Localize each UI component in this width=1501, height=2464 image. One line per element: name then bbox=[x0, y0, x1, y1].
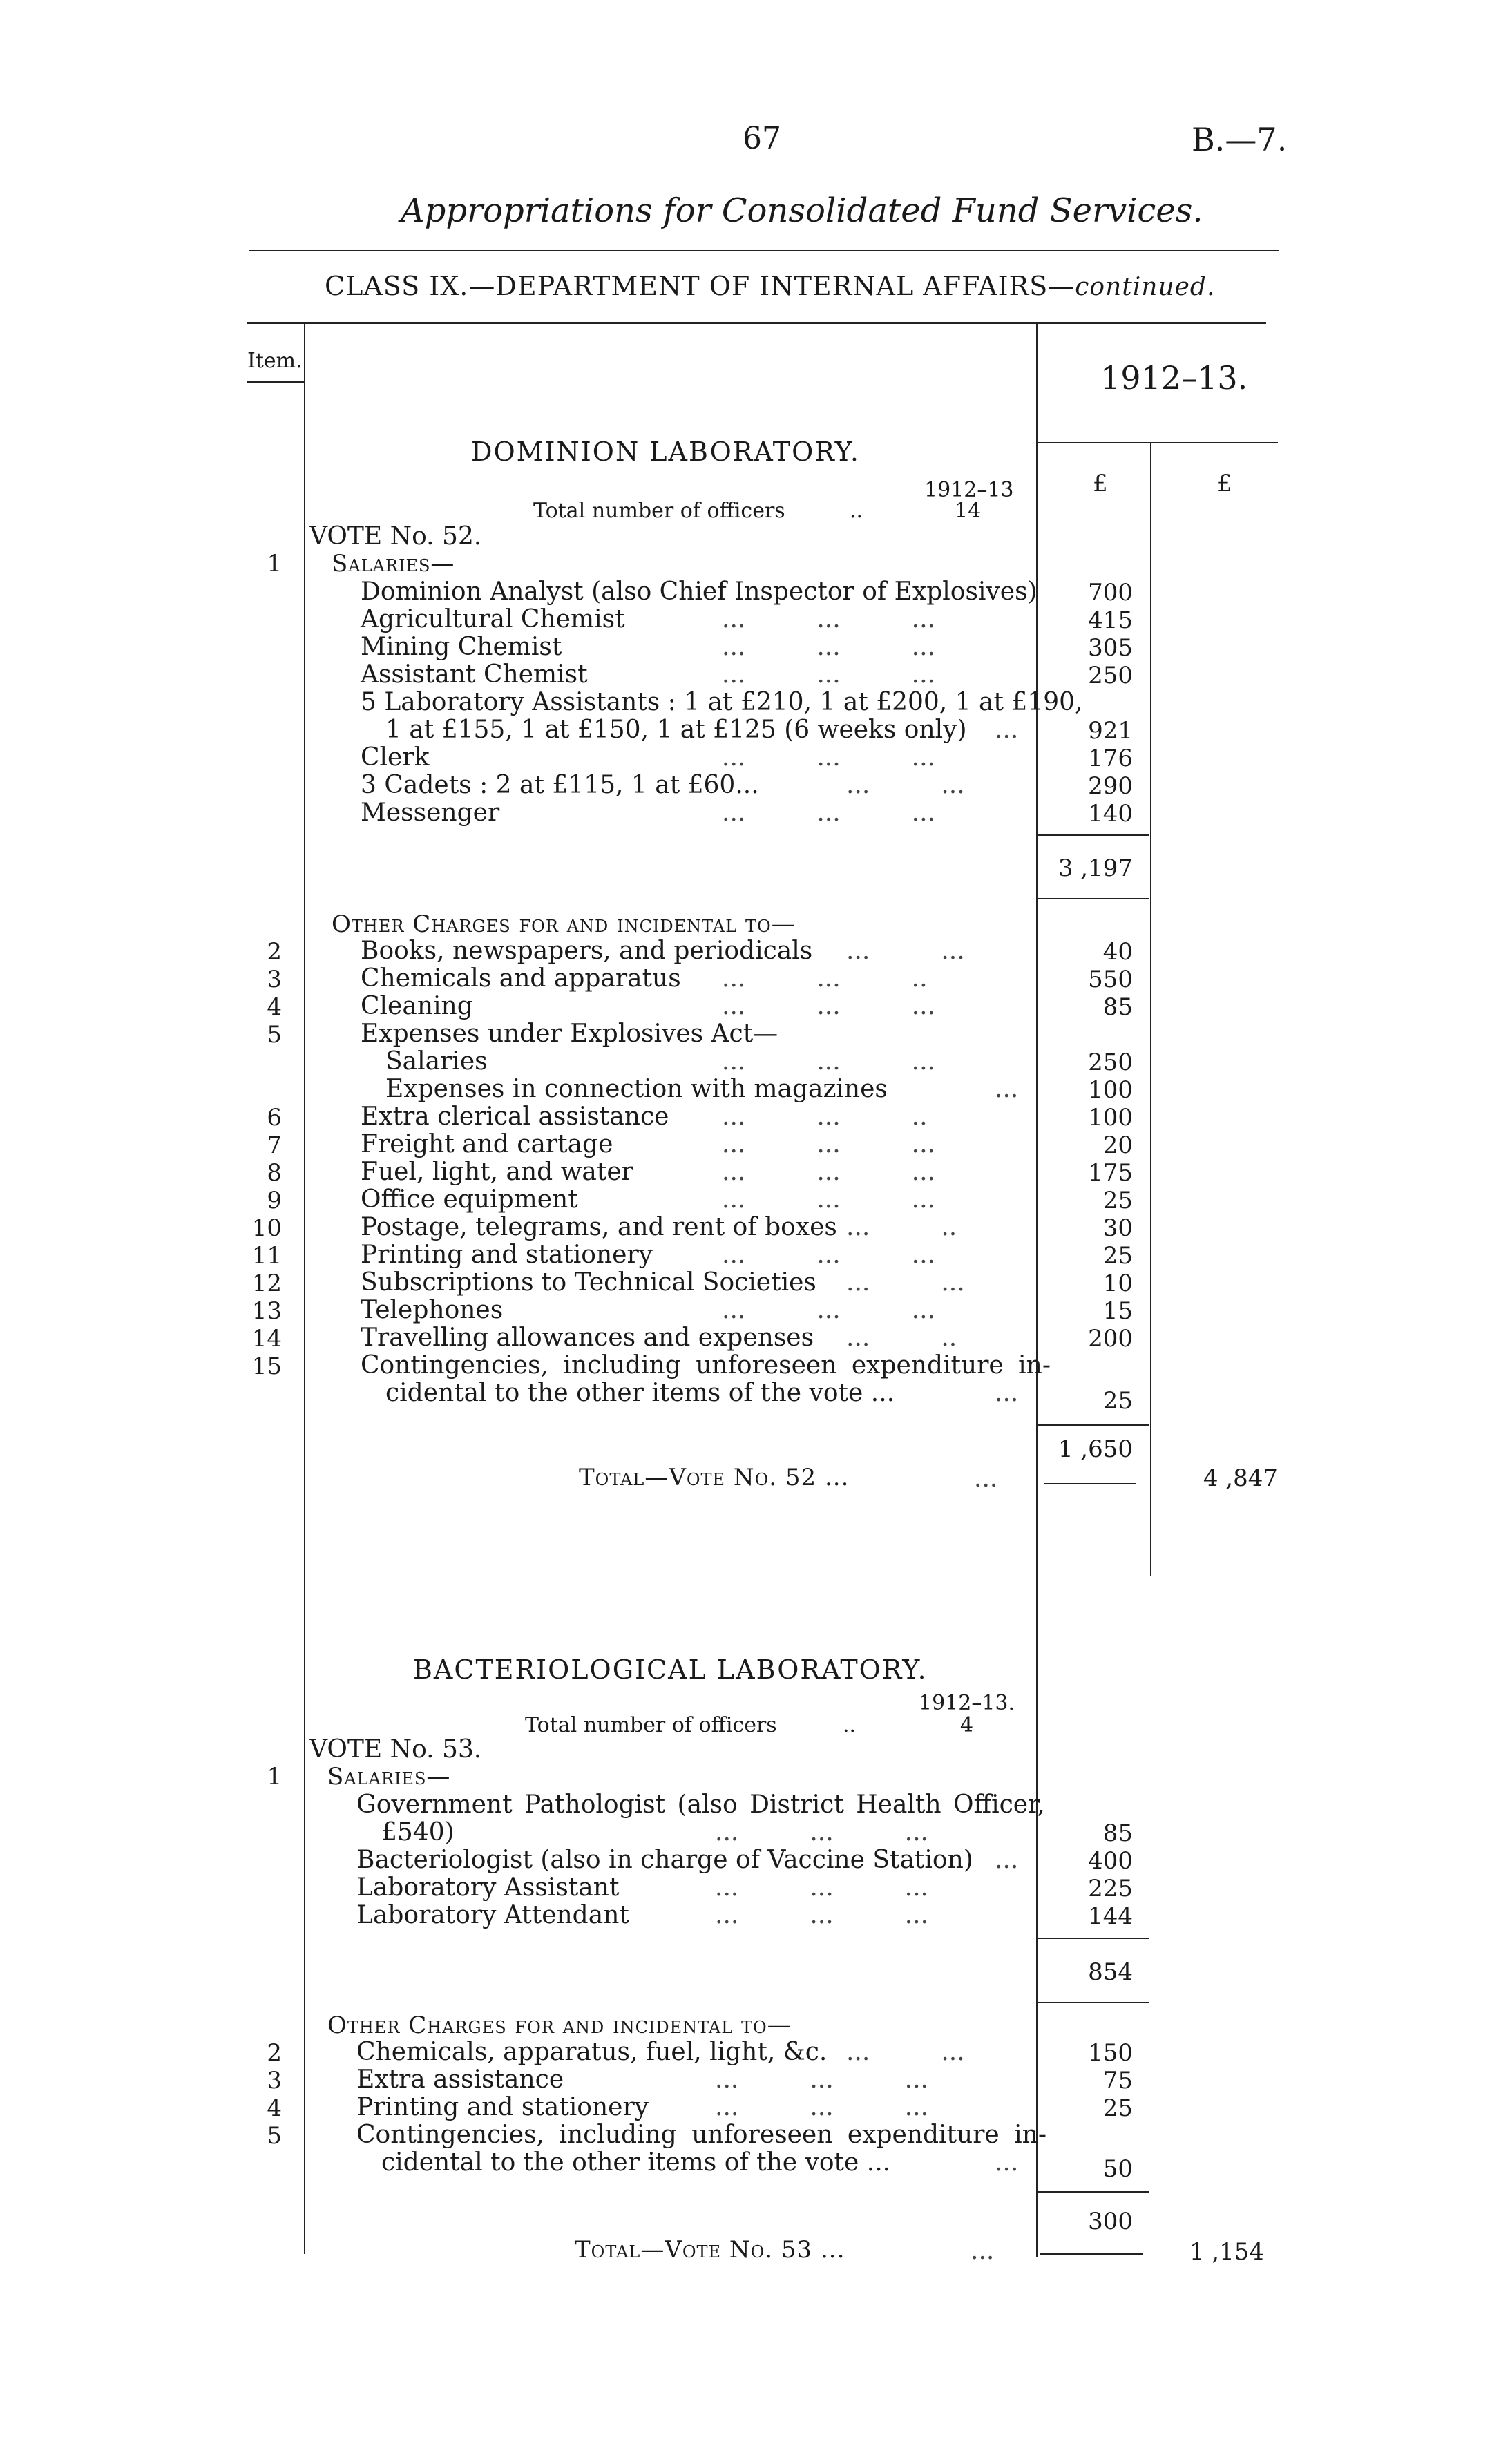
item-number: 11 bbox=[251, 1242, 282, 1270]
bacteriological-officers-dots: .. bbox=[843, 1713, 857, 1737]
amount: 15 bbox=[1102, 1297, 1133, 1325]
leader-dots: ... ... ... bbox=[722, 992, 935, 1020]
list-item: Expenses under Explosives Act— bbox=[361, 1020, 778, 1048]
amount: 921 bbox=[1088, 717, 1133, 745]
leader-dots: ... ... bbox=[846, 2038, 965, 2066]
list-item: Travelling allowances and expenses bbox=[361, 1324, 814, 1352]
dominion-officers-label: Total number of officers bbox=[533, 499, 785, 523]
leader-dots: ... ... ... bbox=[722, 605, 935, 633]
dominion-officers-count: 14 bbox=[955, 499, 982, 523]
amount: 100 bbox=[1088, 1076, 1133, 1104]
list-item: Messenger bbox=[361, 799, 500, 827]
list-item: Contingencies, including unforeseen expenditure in- bbox=[361, 1351, 1051, 1379]
amount: 400 bbox=[1088, 1847, 1133, 1875]
amount: 250 bbox=[1088, 1049, 1133, 1076]
item-number: 3 bbox=[267, 2067, 282, 2094]
list-item: Laboratory Assistant bbox=[356, 1873, 620, 1902]
list-item: 1 at £155, 1 at £150, 1 at £125 (6 weeks only) bbox=[385, 716, 967, 744]
amount: 140 bbox=[1088, 800, 1133, 828]
item-column-header: Item. bbox=[247, 349, 303, 373]
dominion-other-heading: Other Charges for and incidental to— bbox=[332, 910, 796, 938]
bacteriological-vote-number: VOTE No. 53. bbox=[309, 1735, 482, 1764]
leader-dots: ... ... .. bbox=[722, 964, 928, 993]
dominion-salaries-heading: Salaries— bbox=[332, 550, 455, 577]
list-item: Printing and stationery bbox=[356, 2093, 649, 2121]
pound-column-divider bbox=[1150, 443, 1151, 1576]
list-item: Contingencies, including unforeseen expenditure in- bbox=[356, 2121, 1047, 2149]
dominion-vote-total-label bbox=[579, 1463, 849, 1491]
list-item: Salaries bbox=[385, 1047, 488, 1076]
item-number: 4 bbox=[267, 993, 282, 1021]
leader-dots: ... ... ... bbox=[722, 799, 935, 827]
item-number: 5 bbox=[267, 1021, 282, 1049]
table-top-rule bbox=[247, 322, 1266, 324]
list-item: 3 Cadets : 2 at £115, 1 at £60... bbox=[361, 771, 759, 799]
bacteriological-salaries-item: 1 bbox=[267, 1763, 282, 1790]
pound-symbol-right: £ bbox=[1217, 470, 1232, 497]
bacteriological-officers-year: 1912–13. bbox=[919, 1691, 1015, 1715]
list-item: Postage, telegrams, and rent of boxes bbox=[361, 1213, 837, 1241]
leader-dots: ... ... ... bbox=[715, 2093, 928, 2121]
bacteriological-salaries-total-rule bbox=[1038, 2002, 1149, 2003]
leader-dots: ... ... ... bbox=[722, 1185, 935, 1214]
dominion-total-rule bbox=[1044, 1483, 1136, 1484]
item-number: 12 bbox=[251, 1270, 282, 1297]
list-item: Dominion Analyst (also Chief Inspector of Explosives) bbox=[361, 577, 1038, 606]
item-number: 4 bbox=[267, 2094, 282, 2122]
class-continued: continued. bbox=[1075, 273, 1216, 301]
amount: 50 bbox=[1102, 2155, 1133, 2183]
amount: 700 bbox=[1088, 579, 1133, 607]
page-number: 67 bbox=[743, 121, 781, 156]
amount: 20 bbox=[1102, 1131, 1133, 1159]
list-item: Printing and stationery bbox=[361, 1241, 653, 1269]
bacteriological-other-heading: Other Charges for and incidental to— bbox=[327, 2012, 792, 2039]
leader-dots: ... bbox=[971, 2237, 995, 2265]
item-number: 8 bbox=[267, 1159, 282, 1187]
dominion-salaries-total: 3 ,197 bbox=[1058, 854, 1133, 882]
amount: 85 bbox=[1102, 1820, 1133, 1847]
dominion-officers-dots: .. bbox=[850, 499, 863, 523]
amount: 415 bbox=[1088, 607, 1133, 634]
bacteriological-pound-column-divider bbox=[1150, 1983, 1151, 2259]
dominion-salaries-total-rule bbox=[1038, 898, 1149, 899]
item-number: 13 bbox=[251, 1297, 282, 1325]
amount: 225 bbox=[1088, 1875, 1133, 1902]
leader-dots: ... bbox=[995, 1075, 1019, 1103]
item-number: 14 bbox=[251, 1325, 282, 1353]
list-item: 5 Laboratory Assistants : 1 at £210, 1 at £200, 1 at £190, bbox=[361, 688, 1083, 716]
title-rule bbox=[249, 250, 1279, 251]
item-number: 10 bbox=[251, 1214, 282, 1242]
list-item: Expenses in connection with magazines bbox=[385, 1075, 888, 1103]
bacteriological-vote-total-label bbox=[575, 2235, 845, 2264]
item-number: 3 bbox=[267, 966, 282, 993]
bacteriological-officers-label: Total number of officers bbox=[525, 1713, 777, 1737]
leader-dots: ... ... ... bbox=[722, 743, 935, 772]
leader-dots: ... ... .. bbox=[722, 1102, 928, 1131]
amount: 10 bbox=[1102, 1270, 1133, 1297]
list-item: Chemicals, apparatus, fuel, light, &c. bbox=[356, 2038, 828, 2066]
bacteriological-other-total: 300 bbox=[1088, 2208, 1133, 2235]
amount: 290 bbox=[1088, 772, 1133, 800]
item-number: 2 bbox=[267, 2039, 282, 2067]
list-item: Office equipment bbox=[361, 1185, 578, 1214]
leader-dots: ... .. bbox=[846, 1213, 957, 1241]
bacteriological-total-rule bbox=[1040, 2253, 1143, 2255]
bacteriological-vote-total: 1 ,154 bbox=[1189, 2238, 1264, 2266]
dominion-vote-total-text: Total—Vote No. 52 ... bbox=[579, 1464, 850, 1491]
list-item: Chemicals and apparatus bbox=[361, 964, 681, 993]
list-item: Subscriptions to Technical Societies bbox=[361, 1268, 816, 1297]
amount: 175 bbox=[1088, 1159, 1133, 1187]
leader-dots: ... ... ... bbox=[722, 1241, 935, 1269]
list-item: Clerk bbox=[361, 743, 430, 772]
item-number: 5 bbox=[267, 2122, 282, 2150]
bacteriological-other-subtotal-rule bbox=[1038, 2191, 1149, 2193]
amount: 305 bbox=[1088, 634, 1133, 662]
bacteriological-salaries-heading: Salaries— bbox=[327, 1763, 451, 1790]
dominion-salaries-item: 1 bbox=[267, 550, 282, 577]
item-number: 2 bbox=[267, 938, 282, 966]
amount: 30 bbox=[1102, 1214, 1133, 1242]
class-heading bbox=[325, 271, 1215, 301]
bacteriological-salaries-total: 854 bbox=[1088, 1958, 1133, 1986]
year-column-header: 1912–13. bbox=[1100, 359, 1248, 397]
leader-dots: ... bbox=[995, 716, 1019, 744]
leader-dots: ... ... ... bbox=[722, 1130, 935, 1158]
amount: 250 bbox=[1088, 662, 1133, 689]
dominion-officers-year: 1912–13 bbox=[924, 478, 1014, 502]
item-number: 15 bbox=[251, 1353, 282, 1380]
leader-dots: ... ... ... bbox=[715, 1901, 928, 1929]
list-item: cidental to the other items of the vote ... bbox=[381, 2148, 891, 2177]
class-heading-text: CLASS IX.—DEPARTMENT OF INTERNAL AFFAIRS— bbox=[325, 271, 1075, 301]
amount: 200 bbox=[1088, 1325, 1133, 1353]
item-number: 7 bbox=[267, 1131, 282, 1159]
leader-dots: ... ... bbox=[846, 937, 965, 965]
list-item: Telephones bbox=[361, 1296, 504, 1324]
amount: 550 bbox=[1088, 966, 1133, 993]
list-item: Fuel, light, and water bbox=[361, 1158, 633, 1186]
amount: 100 bbox=[1088, 1104, 1133, 1131]
list-item: Extra assistance bbox=[356, 2065, 564, 2094]
list-item: Agricultural Chemist bbox=[361, 605, 625, 633]
amount: 40 bbox=[1102, 938, 1133, 966]
bacteriological-vote-total-text: Total—Vote No. 53 ... bbox=[575, 2236, 845, 2264]
list-item: Bacteriologist (also in charge of Vaccine Station) bbox=[356, 1846, 973, 1874]
dominion-other-subtotal-rule bbox=[1038, 1424, 1149, 1426]
bacteriological-salaries-subtotal-rule bbox=[1038, 1938, 1149, 1939]
leader-dots: ... bbox=[974, 1464, 998, 1493]
dominion-salaries-subtotal-rule bbox=[1038, 834, 1149, 836]
amount: 25 bbox=[1102, 2094, 1133, 2122]
amount: 150 bbox=[1088, 2039, 1133, 2067]
leader-dots: ... ... ... bbox=[722, 1296, 935, 1324]
amount: 144 bbox=[1088, 1902, 1133, 1930]
dominion-vote-total: 4 ,847 bbox=[1203, 1464, 1278, 1492]
list-item: Books, newspapers, and periodicals bbox=[361, 937, 813, 965]
leader-dots: ... ... bbox=[846, 1268, 965, 1297]
leader-dots: ... ... ... bbox=[715, 2065, 928, 2094]
leader-dots: ... ... ... bbox=[722, 1047, 935, 1076]
amount: 25 bbox=[1102, 1242, 1133, 1270]
dominion-vote-number: VOTE No. 52. bbox=[309, 522, 482, 551]
list-item: Mining Chemist bbox=[361, 633, 562, 661]
list-item: cidental to the other items of the vote ... bbox=[385, 1379, 895, 1407]
amount: 75 bbox=[1102, 2067, 1133, 2094]
dominion-section-title: DOMINION LABORATORY. bbox=[471, 437, 860, 467]
amount: 176 bbox=[1088, 745, 1133, 772]
amount: 25 bbox=[1102, 1387, 1133, 1415]
leader-dots: ... bbox=[995, 2148, 1019, 2177]
item-column-divider bbox=[304, 323, 305, 2254]
list-item: Assistant Chemist bbox=[361, 660, 588, 689]
leader-dots: ... bbox=[995, 1846, 1019, 1874]
list-item: £540) bbox=[381, 1818, 455, 1846]
pound-symbol-left: £ bbox=[1093, 470, 1108, 497]
list-item: Government Pathologist (also District Health Officer, bbox=[356, 1790, 1045, 1819]
leader-dots: ... ... ... bbox=[722, 1158, 935, 1186]
amount: 85 bbox=[1102, 993, 1133, 1021]
leader-dots: ... ... ... bbox=[722, 660, 935, 689]
leader-dots: ... ... ... bbox=[715, 1818, 928, 1846]
list-item: Laboratory Attendant bbox=[356, 1901, 629, 1929]
leader-dots: ... ... ... bbox=[715, 1873, 928, 1902]
item-number: 9 bbox=[267, 1187, 282, 1214]
page-title: Appropriations for Consolidated Fund Services. bbox=[401, 191, 1203, 230]
document-reference: B.—7. bbox=[1192, 121, 1288, 158]
item-header-rule bbox=[247, 381, 304, 383]
list-item: Cleaning bbox=[361, 992, 473, 1020]
dominion-other-total: 1 ,650 bbox=[1058, 1435, 1133, 1463]
year-column-divider bbox=[1036, 323, 1038, 2257]
leader-dots: ... .. bbox=[846, 1324, 957, 1352]
year-header-rule bbox=[1036, 442, 1278, 443]
amount: 25 bbox=[1102, 1187, 1133, 1214]
leader-dots: ... bbox=[995, 1379, 1019, 1407]
leader-dots: ... ... bbox=[846, 771, 965, 799]
list-item: Extra clerical assistance bbox=[361, 1102, 669, 1131]
bacteriological-officers-count: 4 bbox=[960, 1713, 974, 1737]
list-item: Freight and cartage bbox=[361, 1130, 613, 1158]
bacteriological-section-title: BACTERIOLOGICAL LABORATORY. bbox=[413, 1654, 928, 1685]
leader-dots: ... ... ... bbox=[722, 633, 935, 661]
item-number: 6 bbox=[267, 1104, 282, 1131]
